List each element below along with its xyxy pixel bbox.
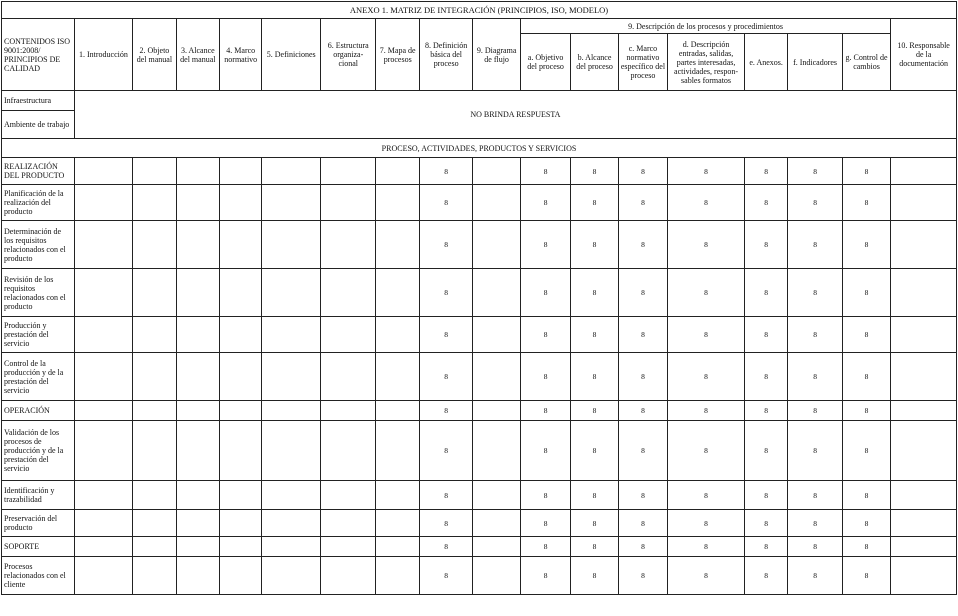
empty-cell: [74, 421, 133, 481]
empty-cell: [74, 221, 133, 269]
empty-cell: [74, 557, 133, 595]
header-col-2: 2. Objeto del manual: [133, 19, 176, 91]
empty-cell: [262, 557, 321, 595]
empty-cell: [473, 401, 520, 421]
mark-cell: 8: [618, 401, 667, 421]
row-label: Identificación y trazabilidad: [2, 481, 75, 510]
empty-cell: [320, 269, 376, 317]
mark-cell: 8: [618, 317, 667, 353]
table-row: [2, 537, 957, 557]
table-row: [2, 269, 957, 317]
empty-cell: [473, 317, 520, 353]
header-col-9: 9. Diagrama de flujo: [473, 19, 520, 91]
mark-cell: 8: [520, 557, 570, 595]
mark-cell: 8: [744, 269, 787, 317]
header-col-3: 3. Alcance del manual: [176, 19, 219, 91]
mark-cell: 8: [744, 185, 787, 221]
empty-cell: [320, 510, 376, 537]
empty-cell: [473, 537, 520, 557]
empty-cell: [176, 557, 219, 595]
mark-cell: 8: [744, 557, 787, 595]
mark-cell: 8: [571, 421, 618, 481]
empty-cell: [133, 557, 176, 595]
empty-cell: [376, 185, 419, 221]
mark-cell: 8: [520, 353, 570, 401]
empty-cell: [262, 185, 321, 221]
matrix-title: ANEXO 1. MATRIZ DE INTEGRACIÓN (PRINCIPIOS, ISO, MODELO): [2, 2, 957, 19]
mark-cell: 8: [520, 185, 570, 221]
mark-cell: 8: [520, 421, 570, 481]
empty-cell: [220, 557, 262, 595]
empty-cell: [320, 158, 376, 185]
empty-cell: [320, 481, 376, 510]
mark-cell: 8: [571, 269, 618, 317]
empty-cell: [891, 221, 957, 269]
row-label: Planificación de la realización del producto: [2, 185, 75, 221]
mark-cell: 8: [744, 537, 787, 557]
empty-cell: [320, 185, 376, 221]
mark-cell: 8: [571, 221, 618, 269]
empty-cell: [320, 537, 376, 557]
mark-cell: 8: [842, 185, 890, 221]
mark-cell: 8: [842, 158, 890, 185]
mark-cell: 8: [419, 317, 473, 353]
empty-cell: [262, 537, 321, 557]
empty-cell: [891, 269, 957, 317]
mark-cell: 8: [571, 353, 618, 401]
mark-cell: 8: [842, 481, 890, 510]
mark-cell: 8: [744, 158, 787, 185]
row-label: Control de la producción y de la prestación del servicio: [2, 353, 75, 401]
mark-cell: 8: [520, 158, 570, 185]
mark-cell: 8: [744, 481, 787, 510]
table-row: [2, 185, 957, 221]
mark-cell: 8: [419, 557, 473, 595]
mark-cell: 8: [788, 421, 843, 481]
mark-cell: 8: [744, 510, 787, 537]
mark-cell: 8: [571, 158, 618, 185]
mark-cell: 8: [668, 421, 745, 481]
row-label: OPERACIÓN: [2, 401, 75, 421]
empty-cell: [74, 269, 133, 317]
empty-cell: [320, 353, 376, 401]
empty-cell: [473, 221, 520, 269]
mark-cell: 8: [788, 537, 843, 557]
table-row: [2, 317, 957, 353]
empty-cell: [74, 537, 133, 557]
mark-cell: 8: [842, 401, 890, 421]
empty-cell: [262, 421, 321, 481]
mark-cell: 8: [571, 537, 618, 557]
empty-cell: [220, 401, 262, 421]
mark-cell: 8: [571, 481, 618, 510]
empty-cell: [133, 269, 176, 317]
header-sub-g: g. Control de cambios: [842, 34, 890, 91]
row-label: Validación de los procesos de producción y de la prestación del servicio: [2, 421, 75, 481]
empty-cell: [891, 537, 957, 557]
empty-cell: [220, 317, 262, 353]
row-label: Preservación del producto: [2, 510, 75, 537]
empty-cell: [74, 401, 133, 421]
empty-cell: [262, 401, 321, 421]
mark-cell: 8: [618, 221, 667, 269]
empty-cell: [320, 317, 376, 353]
mark-cell: 8: [668, 510, 745, 537]
header-sub-b: b. Alcance del proceso: [571, 34, 618, 91]
mark-cell: 8: [788, 221, 843, 269]
table-row: [2, 353, 957, 401]
empty-cell: [320, 557, 376, 595]
mark-cell: 8: [520, 221, 570, 269]
mark-cell: 8: [788, 481, 843, 510]
mark-cell: 8: [842, 221, 890, 269]
empty-cell: [891, 185, 957, 221]
empty-cell: [376, 353, 419, 401]
empty-cell: [176, 158, 219, 185]
mark-cell: 8: [668, 269, 745, 317]
mark-cell: 8: [668, 353, 745, 401]
header-sub-f: f. Indicadores: [788, 34, 843, 91]
empty-cell: [220, 481, 262, 510]
mark-cell: 8: [788, 557, 843, 595]
empty-cell: [74, 158, 133, 185]
mark-cell: 8: [520, 481, 570, 510]
mark-cell: 8: [788, 353, 843, 401]
row-label: Procesos relacionados con el cliente: [2, 557, 75, 595]
mark-cell: 8: [842, 353, 890, 401]
empty-cell: [176, 221, 219, 269]
mark-cell: 8: [842, 421, 890, 481]
empty-cell: [133, 481, 176, 510]
empty-cell: [133, 221, 176, 269]
section-title: PROCESO, ACTIVIDADES, PRODUCTOS Y SERVICIOS: [2, 139, 957, 158]
header-col-1: 1. Introducción: [74, 19, 133, 91]
empty-cell: [262, 481, 321, 510]
empty-cell: [74, 317, 133, 353]
empty-cell: [220, 185, 262, 221]
empty-cell: [376, 221, 419, 269]
header-sub-d: d. Descripción entradas, salidas, partes interesadas, actividades, respon- sables formatos: [668, 34, 745, 91]
empty-cell: [133, 421, 176, 481]
header-col-7: 7. Mapa de procesos: [376, 19, 419, 91]
mark-cell: 8: [842, 537, 890, 557]
empty-cell: [376, 269, 419, 317]
empty-cell: [891, 353, 957, 401]
empty-cell: [891, 401, 957, 421]
mark-cell: 8: [419, 185, 473, 221]
empty-cell: [220, 221, 262, 269]
mark-cell: 8: [419, 353, 473, 401]
mark-cell: 8: [618, 158, 667, 185]
empty-cell: [133, 510, 176, 537]
mark-cell: 8: [744, 317, 787, 353]
empty-cell: [473, 510, 520, 537]
header-sub-a: a. Objetivo del proceso: [520, 34, 570, 91]
empty-cell: [473, 481, 520, 510]
mark-cell: 8: [520, 510, 570, 537]
empty-cell: [262, 221, 321, 269]
empty-cell: [473, 185, 520, 221]
row-label-infraestructura: Infraestructura: [2, 91, 75, 111]
mark-cell: 8: [744, 421, 787, 481]
mark-cell: 8: [419, 510, 473, 537]
process-rows: [2, 158, 957, 595]
empty-cell: [133, 537, 176, 557]
empty-cell: [133, 185, 176, 221]
mark-cell: 8: [788, 185, 843, 221]
empty-cell: [220, 537, 262, 557]
empty-cell: [220, 421, 262, 481]
empty-cell: [133, 353, 176, 401]
mark-cell: 8: [618, 269, 667, 317]
empty-cell: [262, 353, 321, 401]
empty-cell: [176, 481, 219, 510]
empty-cell: [473, 557, 520, 595]
empty-cell: [74, 185, 133, 221]
mark-cell: 8: [744, 221, 787, 269]
empty-cell: [473, 158, 520, 185]
empty-cell: [376, 557, 419, 595]
empty-cell: [176, 421, 219, 481]
empty-cell: [891, 158, 957, 185]
empty-cell: [74, 481, 133, 510]
mark-cell: 8: [668, 557, 745, 595]
mark-cell: 8: [520, 317, 570, 353]
mark-cell: 8: [668, 401, 745, 421]
row-label-ambiente: Ambiente de trabajo: [2, 111, 75, 139]
empty-cell: [220, 353, 262, 401]
mark-cell: 8: [520, 401, 570, 421]
empty-cell: [176, 537, 219, 557]
empty-cell: [176, 401, 219, 421]
empty-cell: [262, 510, 321, 537]
mark-cell: 8: [744, 353, 787, 401]
mark-cell: 8: [571, 185, 618, 221]
empty-cell: [891, 481, 957, 510]
mark-cell: 8: [618, 481, 667, 510]
mark-cell: 8: [618, 421, 667, 481]
table-row: [2, 221, 957, 269]
mark-cell: 8: [419, 401, 473, 421]
table-row: [2, 557, 957, 595]
header-col-8: 8. Definición básica del proceso: [419, 19, 473, 91]
mark-cell: 8: [842, 557, 890, 595]
empty-cell: [320, 401, 376, 421]
mark-cell: 8: [618, 185, 667, 221]
empty-cell: [376, 317, 419, 353]
mark-cell: 8: [618, 353, 667, 401]
table-row: [2, 481, 957, 510]
mark-cell: 8: [419, 537, 473, 557]
empty-cell: [262, 317, 321, 353]
mark-cell: 8: [618, 557, 667, 595]
mark-cell: 8: [788, 158, 843, 185]
empty-cell: [891, 510, 957, 537]
empty-cell: [74, 510, 133, 537]
mark-cell: 8: [744, 401, 787, 421]
empty-cell: [220, 269, 262, 317]
mark-cell: 8: [571, 557, 618, 595]
table-row: [2, 421, 957, 481]
empty-cell: [376, 537, 419, 557]
header-group-9: 9. Descripción de los procesos y procedimientos: [520, 19, 890, 34]
mark-cell: 8: [618, 510, 667, 537]
row-label: Producción y prestación del servicio: [2, 317, 75, 353]
mark-cell: 8: [419, 481, 473, 510]
mark-cell: 8: [788, 510, 843, 537]
empty-cell: [133, 401, 176, 421]
empty-cell: [74, 353, 133, 401]
empty-cell: [133, 317, 176, 353]
empty-cell: [133, 158, 176, 185]
row-label: Determinación de los requisitos relacionados con el producto: [2, 221, 75, 269]
mark-cell: 8: [571, 510, 618, 537]
empty-cell: [891, 317, 957, 353]
empty-cell: [473, 269, 520, 317]
empty-cell: [376, 401, 419, 421]
row-label: REALIZACIÓN DEL PRODUCTO: [2, 158, 75, 185]
table-row: [2, 510, 957, 537]
header-contenidos: CONTENIDOS ISO 9001:2008/ PRINCIPIOS DE CALIDAD: [2, 19, 75, 91]
empty-cell: [891, 557, 957, 595]
empty-cell: [220, 158, 262, 185]
mark-cell: 8: [788, 269, 843, 317]
empty-cell: [376, 481, 419, 510]
empty-cell: [891, 421, 957, 481]
mark-cell: 8: [419, 421, 473, 481]
mark-cell: 8: [668, 481, 745, 510]
mark-cell: 8: [668, 317, 745, 353]
header-col-6: 6. Estructura organiza- cional: [320, 19, 376, 91]
mark-cell: 8: [668, 537, 745, 557]
mark-cell: 8: [842, 317, 890, 353]
header-col-10: 10. Responsable de la documentación: [891, 19, 957, 91]
mark-cell: 8: [842, 510, 890, 537]
empty-cell: [320, 421, 376, 481]
empty-cell: [473, 353, 520, 401]
mark-cell: 8: [842, 269, 890, 317]
mark-cell: 8: [788, 317, 843, 353]
empty-cell: [376, 510, 419, 537]
empty-cell: [176, 317, 219, 353]
header-col-4: 4. Marco normativo: [220, 19, 262, 91]
mark-cell: 8: [419, 269, 473, 317]
mark-cell: 8: [668, 158, 745, 185]
header-col-5: 5. Definiciones: [262, 19, 321, 91]
empty-cell: [176, 510, 219, 537]
empty-cell: [320, 221, 376, 269]
mark-cell: 8: [668, 221, 745, 269]
mark-cell: 8: [520, 269, 570, 317]
mark-cell: 8: [419, 158, 473, 185]
empty-cell: [473, 421, 520, 481]
mark-cell: 8: [571, 317, 618, 353]
mark-cell: 8: [788, 401, 843, 421]
empty-cell: [262, 158, 321, 185]
row-label: Revisión de los requisitos relacionados con el producto: [2, 269, 75, 317]
mark-cell: 8: [618, 537, 667, 557]
table-row: [2, 158, 957, 185]
empty-cell: [220, 510, 262, 537]
header-sub-e: e. Anexos.: [744, 34, 787, 91]
mark-cell: 8: [520, 537, 570, 557]
table-row: [2, 401, 957, 421]
mark-cell: 8: [571, 401, 618, 421]
empty-cell: [176, 353, 219, 401]
empty-cell: [376, 158, 419, 185]
empty-cell: [176, 269, 219, 317]
empty-cell: [262, 269, 321, 317]
row-label: SOPORTE: [2, 537, 75, 557]
empty-cell: [376, 421, 419, 481]
mark-cell: 8: [668, 185, 745, 221]
no-response-cell: NO BRINDA RESPUESTA: [74, 91, 956, 139]
header-sub-c: c. Marco normativo específico del proceso: [618, 34, 667, 91]
mark-cell: 8: [419, 221, 473, 269]
integration-matrix-table: [1, 1, 957, 595]
empty-cell: [176, 185, 219, 221]
